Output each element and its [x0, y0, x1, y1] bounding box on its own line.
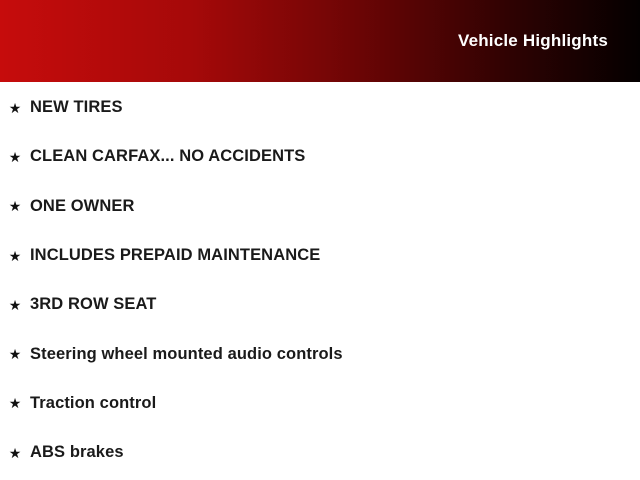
star-icon: ★ — [8, 148, 22, 165]
highlight-label: Traction control — [30, 393, 157, 412]
highlights-list — [0, 83, 640, 477]
list-item — [0, 182, 640, 231]
list-item — [0, 428, 640, 477]
star-icon: ★ — [8, 395, 22, 412]
star-icon: ★ — [8, 346, 22, 363]
list-item — [0, 132, 640, 181]
list-item — [0, 379, 640, 428]
highlight-label: 3RD ROW SEAT — [30, 295, 157, 314]
star-icon: ★ — [8, 444, 22, 461]
highlight-label: NEW TIRES — [30, 98, 123, 117]
highlight-label: CLEAN CARFAX... NO ACCIDENTS — [30, 147, 306, 166]
star-icon: ★ — [8, 247, 22, 264]
list-item — [0, 329, 640, 378]
star-icon: ★ — [8, 296, 22, 313]
star-icon: ★ — [8, 198, 22, 215]
page-title: Vehicle Highlights — [457, 31, 608, 50]
highlight-label: ONE OWNER — [30, 196, 135, 215]
highlight-label: Steering wheel mounted audio controls — [30, 344, 343, 363]
star-icon: ★ — [8, 99, 22, 116]
list-item — [0, 280, 640, 329]
list-item — [0, 83, 640, 132]
list-item — [0, 231, 640, 280]
header-banner — [0, 0, 640, 82]
highlight-label: INCLUDES PREPAID MAINTENANCE — [30, 246, 321, 265]
highlight-label: ABS brakes — [30, 443, 124, 462]
